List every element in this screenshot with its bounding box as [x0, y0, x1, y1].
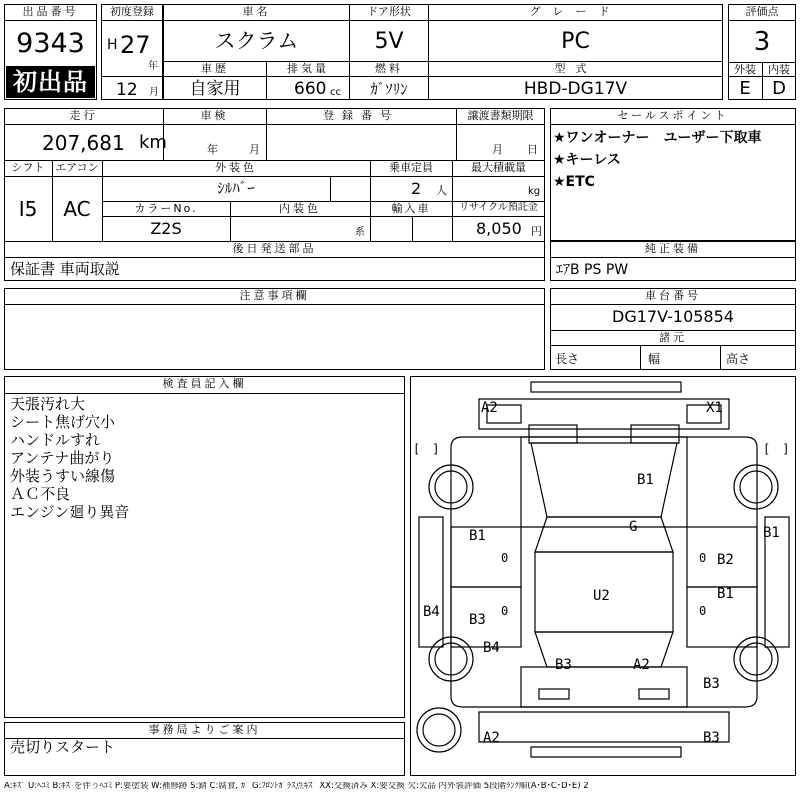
car-name-label: 車名 [242, 5, 271, 18]
sales-point-3: ★ETC [553, 174, 595, 190]
aircon-label: エアコン [55, 161, 99, 174]
inspector-line: ＡＣ不良 [10, 485, 71, 503]
shift-label: シフト [11, 161, 45, 174]
diagram-mark-bracket: [ ] [413, 442, 440, 456]
ext-label: 外装 [734, 63, 756, 76]
interior-color-label: 内装色 [279, 202, 321, 215]
inspector-label: 検査員記入欄 [162, 377, 247, 390]
inspector-line: ハンドルすれ [10, 431, 101, 449]
lot-number: 9343 [16, 28, 85, 59]
displacement-unit: cc [330, 87, 341, 98]
score-value: 3 [753, 27, 771, 57]
color-no-value: Z2S [150, 219, 182, 238]
grade-value: PC [561, 29, 590, 54]
recycle-unit: 円 [531, 225, 542, 238]
equipment-label: 純正装備 [645, 242, 701, 255]
car-diagram-svg [411, 377, 795, 775]
inspector-line: アンテナ曲がり [10, 449, 115, 467]
int-label: 内装 [768, 63, 790, 76]
diagram-mark-b4: B4 [423, 604, 440, 620]
fuel-value: ｶﾞｿﾘﾝ [370, 80, 408, 98]
diagram-mark-b1: B1 [637, 472, 654, 488]
model-value: HBD-DG17V [523, 79, 628, 99]
mileage-unit: km [139, 132, 167, 153]
max-load-label: 最大積載量 [471, 161, 526, 174]
fuel-label: 燃料 [375, 62, 403, 75]
max-load-unit: kg [528, 186, 541, 197]
transfer-month-unit: 月 [492, 143, 503, 156]
color-no-label: カラーNo. [134, 202, 198, 215]
notes-label: 注意事項欄 [239, 289, 310, 302]
diagram-mark-zero: 0 [699, 604, 707, 618]
inspector-line: エンジン廻り異音 [10, 503, 130, 521]
int-score: D [772, 78, 786, 99]
dimensions-label: 諸元 [659, 331, 687, 344]
car-name: スクラム [214, 29, 299, 53]
first-reg-era: H [107, 37, 118, 53]
first-reg-year-unit: 年 [148, 61, 158, 72]
inspector-line: 天張汚れ大 [10, 395, 86, 413]
door-value: 5V [374, 29, 404, 54]
chassis-label: 車台番号 [645, 289, 701, 302]
diagram-mark-b1: B1 [469, 528, 486, 544]
dimension-height: 高さ [726, 352, 751, 366]
equipment-value: ｴｱB PS PW [556, 262, 629, 278]
sales-points-label: セールスポイント [617, 109, 729, 122]
shaken-label: 車検 [200, 109, 229, 122]
score-label: 評価点 [745, 5, 779, 18]
mileage-label: 走行 [69, 109, 98, 122]
diagram-mark-x1: X1 [706, 400, 723, 416]
sales-point-1: ★ワンオーナー ユーザー下取車 [553, 130, 762, 146]
import-label: 輸入車 [391, 202, 431, 215]
first-listing-badge: 初出品 [6, 66, 95, 98]
history-value: 自家用 [189, 79, 241, 99]
displacement-label: 排気量 [287, 62, 329, 75]
shaken-year-unit: 年 [207, 143, 218, 156]
later-parts-label: 後日発送部品 [232, 242, 317, 255]
first-reg-month: 12 [116, 80, 138, 100]
diagram-mark-b3: B3 [703, 730, 720, 746]
inspector-line: 外装うすい線傷 [10, 467, 116, 485]
sales-point-2: ★キーレス [553, 152, 621, 168]
diagram-mark-b1: B1 [717, 586, 734, 602]
inspector-line: シート焦げ穴小 [10, 413, 116, 431]
recycle-value: 8,050 [476, 219, 522, 238]
lot-number-label: 出品番号 [22, 5, 79, 18]
diagram-mark-a2: A2 [483, 730, 500, 746]
ext-score: E [739, 78, 751, 99]
dimension-length: 長さ [555, 352, 580, 366]
diagram-mark-b4: B4 [483, 640, 500, 656]
chassis-number: DG17V-105854 [612, 307, 734, 326]
diagram-mark-zero: 0 [501, 604, 509, 618]
transfer-day-unit: 日 [527, 143, 538, 156]
capacity-unit: 人 [436, 184, 447, 197]
exterior-color-value: ｼﾙﾊﾞｰ [217, 179, 255, 197]
history-label: 車歴 [201, 62, 229, 75]
diagram-mark-b3: B3 [469, 612, 486, 628]
aircon-value: AC [63, 197, 91, 221]
capacity-label: 乗車定員 [389, 161, 433, 174]
grade-label: グレード [529, 5, 622, 18]
displacement-value: 660 [294, 79, 327, 99]
door-label: ドア形状 [367, 5, 411, 18]
recycle-label: リサイクル預託金 [459, 202, 538, 213]
office-value: 売切りスタート [10, 738, 116, 756]
first-reg-month-unit: 月 [149, 87, 159, 98]
car-diagram [410, 376, 796, 776]
diagram-mark-g: G [629, 519, 638, 535]
diagram-mark-b3: B3 [703, 676, 720, 692]
diagram-mark-zero: 0 [501, 551, 509, 565]
diagram-mark-b3: B3 [555, 657, 572, 673]
diagram-mark-bracket: [ ] [763, 442, 790, 456]
transfer-label: 譲渡書類期限 [467, 109, 534, 122]
interior-color-unit: 系 [355, 227, 365, 238]
exterior-color-label: 外装色 [215, 161, 257, 174]
legend: A:ｷｽﾞ U:ﾍｺﾐ B:ｷｽﾞを伴うﾍｺﾐ P:要塗装 W:補修跡 S:錆 C:腐食, ｶﾞ G:ﾌﾛﾝﾄｶﾞﾗｽ点ｷｽﾞ XX:交換済み X:要交換 欠:欠品 内外装評価 5段階ﾗﾝｸ順(A･B･C･D･E) 2 [4, 782, 589, 791]
diagram-mark-a2: A2 [481, 400, 498, 416]
model-label: 型式 [554, 62, 597, 75]
diagram-mark-a2: A2 [633, 657, 650, 673]
diagram-mark-u2: U2 [593, 588, 610, 604]
office-label: 事務局よりご案内 [148, 723, 261, 736]
first-reg-year: 27 [120, 31, 151, 59]
shaken-month-unit: 月 [249, 143, 260, 156]
reg-no-label: 登録番号 [323, 109, 399, 122]
diagram-mark-zero: 0 [699, 551, 707, 565]
capacity-value: 2 [411, 179, 422, 198]
diagram-mark-b2: B2 [717, 552, 734, 568]
shift-value: I5 [18, 197, 38, 221]
mileage-value: 207,681 [42, 131, 125, 155]
later-parts-value: 保証書 車両取説 [10, 260, 120, 278]
first-reg-label: 初度登録 [110, 5, 154, 18]
dimension-width: 幅 [648, 352, 661, 366]
diagram-mark-b1: B1 [763, 525, 780, 541]
